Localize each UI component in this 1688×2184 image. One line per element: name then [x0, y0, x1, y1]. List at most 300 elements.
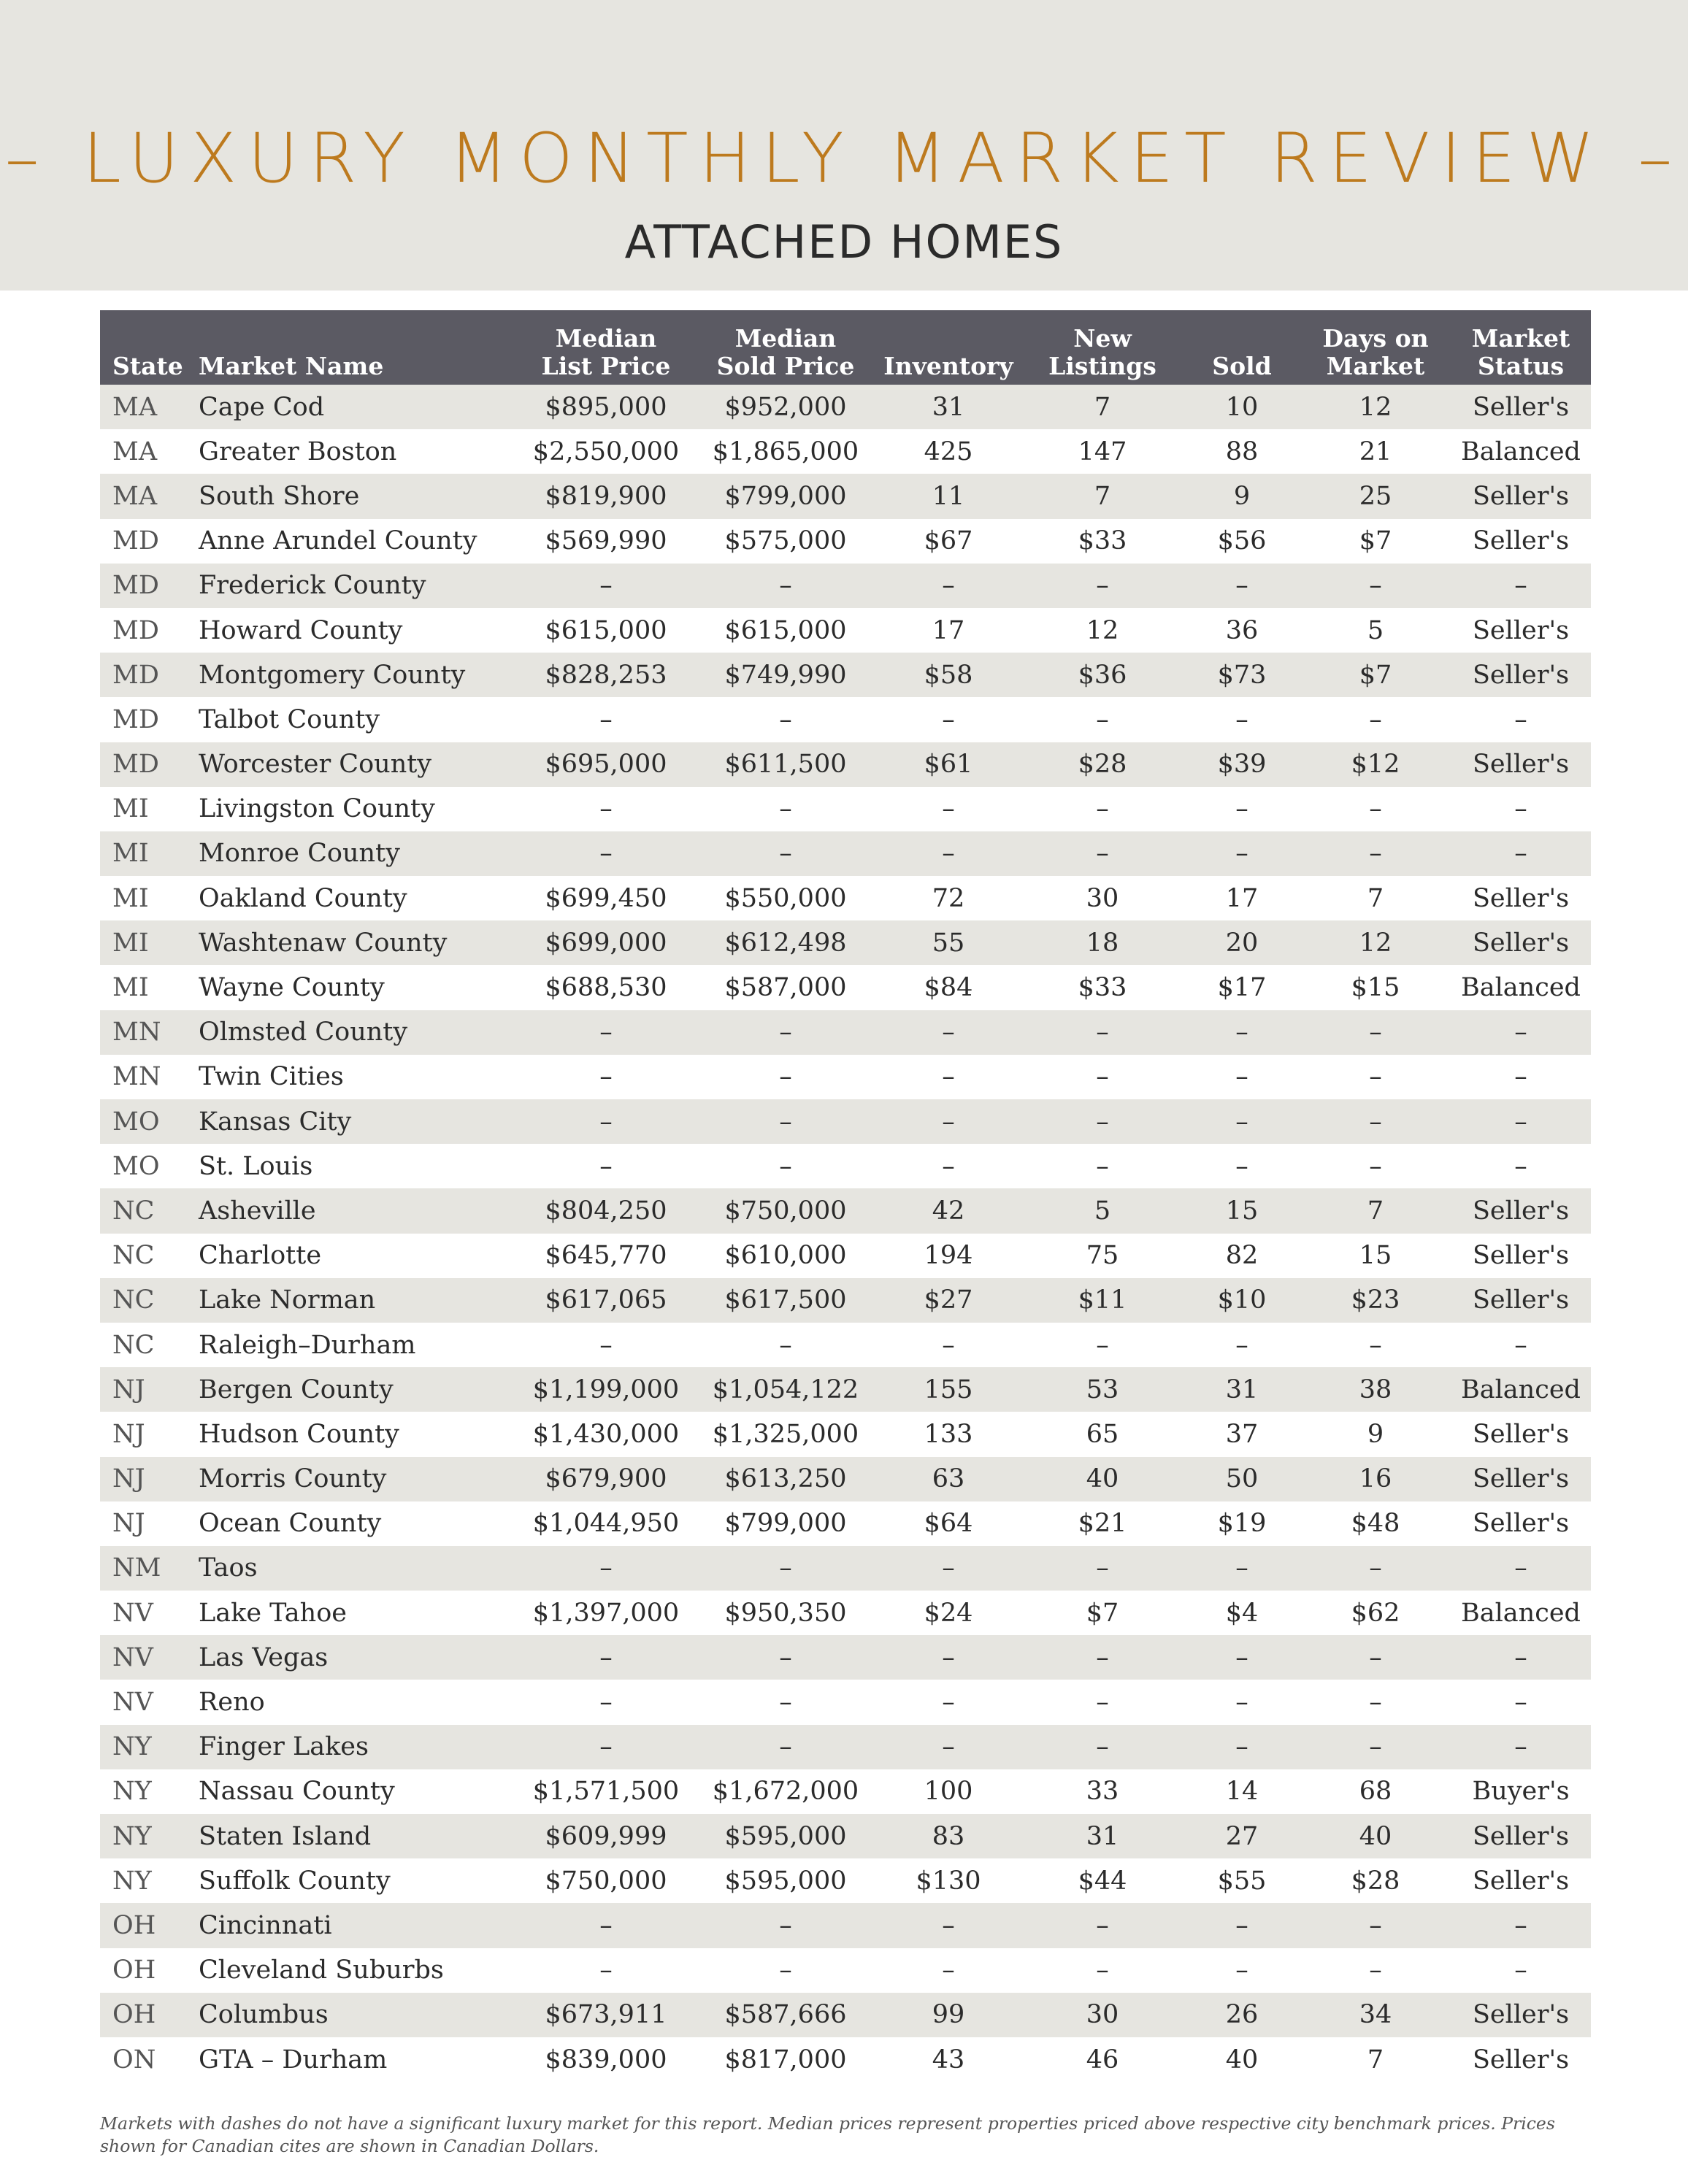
days-on-market-cell: 7 — [1367, 1196, 1384, 1226]
list-price-cell: $695,000 — [545, 750, 667, 780]
list-price-cell: $615,000 — [545, 615, 667, 645]
table-row — [100, 1278, 1591, 1323]
days-on-market-cell: – — [1369, 1910, 1382, 1940]
report-subtitle: ATTACHED HOMES — [624, 215, 1064, 269]
days-on-market-cell: 5 — [1367, 615, 1384, 645]
list-price-cell: $1,430,000 — [532, 1419, 680, 1449]
new-listings-cell: – — [1096, 704, 1109, 734]
table-row — [100, 1858, 1591, 1903]
sold-cell: – — [1235, 1107, 1248, 1137]
days-on-market-cell: – — [1369, 1956, 1382, 1985]
market-name-cell: Montgomery County — [199, 660, 466, 690]
sold-price-cell: $613,250 — [724, 1464, 847, 1494]
table-row — [100, 697, 1591, 742]
new-listings-cell: 46 — [1086, 2045, 1119, 2075]
market-name-cell: Talbot County — [199, 704, 380, 734]
header-col-market-name: Market Name — [199, 352, 384, 380]
market-status-cell: – — [1514, 1732, 1527, 1762]
sold-price-cell: – — [779, 1642, 792, 1672]
market-status-cell: Seller's — [1472, 1464, 1570, 1494]
new-listings-cell: 31 — [1086, 1821, 1119, 1851]
sold-cell: $19 — [1217, 1509, 1267, 1539]
market-status-cell: Seller's — [1472, 1821, 1570, 1851]
new-listings-cell: $33 — [1078, 973, 1127, 1003]
new-listings-cell: 30 — [1086, 2000, 1119, 2030]
state-cell: MD — [112, 571, 159, 601]
market-status-cell: Seller's — [1472, 392, 1570, 422]
sold-price-cell: $799,000 — [724, 481, 847, 511]
days-on-market-cell: – — [1369, 704, 1382, 734]
market-status-cell: Seller's — [1472, 615, 1570, 645]
new-listings-cell: 30 — [1086, 883, 1119, 913]
sold-cell: $39 — [1217, 750, 1267, 780]
table-body — [100, 385, 1591, 2082]
market-name-cell: GTA – Durham — [199, 2045, 388, 2075]
table-row — [100, 742, 1591, 787]
sold-cell: 15 — [1225, 1196, 1259, 1226]
new-listings-cell: $28 — [1078, 750, 1127, 780]
state-cell: NC — [112, 1285, 155, 1315]
days-on-market-cell: $23 — [1351, 1285, 1400, 1315]
market-name-cell: Anne Arundel County — [199, 526, 477, 556]
inventory-cell: – — [942, 1107, 955, 1137]
inventory-cell: $84 — [924, 973, 973, 1003]
header-col-inventory: Inventory — [883, 352, 1013, 380]
inventory-cell: – — [942, 839, 955, 869]
sold-cell: $4 — [1225, 1598, 1259, 1628]
list-price-cell: $699,000 — [545, 928, 667, 958]
table-row — [100, 1948, 1591, 1993]
sold-price-cell: – — [779, 1151, 792, 1181]
days-on-market-cell: – — [1369, 1688, 1382, 1718]
list-price-cell: – — [599, 704, 613, 734]
inventory-cell: – — [942, 1330, 955, 1360]
list-price-cell: $679,900 — [545, 1464, 667, 1494]
list-price-cell: – — [599, 1330, 613, 1360]
list-price-cell: $569,990 — [545, 526, 667, 556]
state-cell: NV — [112, 1688, 153, 1718]
days-on-market-cell: 34 — [1359, 2000, 1392, 2030]
state-cell: MI — [112, 794, 149, 824]
market-name-cell: Howard County — [199, 615, 403, 645]
sold-price-cell: – — [779, 704, 792, 734]
new-listings-cell: – — [1096, 1732, 1109, 1762]
market-name-cell: Cincinnati — [199, 1910, 332, 1940]
market-status-cell: Seller's — [1472, 750, 1570, 780]
table-row — [100, 1188, 1591, 1233]
sold-price-cell: – — [779, 1553, 792, 1583]
market-table — [100, 310, 1591, 2082]
table-row — [100, 653, 1591, 697]
state-cell: NC — [112, 1330, 155, 1360]
sold-price-cell: $617,500 — [724, 1285, 847, 1315]
days-on-market-cell: – — [1369, 1107, 1382, 1137]
header-col-median-sold-price: Median Sold Price — [716, 324, 855, 380]
market-status-cell: Seller's — [1472, 660, 1570, 690]
list-price-cell: $895,000 — [545, 392, 667, 422]
state-cell: MO — [112, 1151, 160, 1181]
table-row — [100, 1502, 1591, 1546]
sold-price-cell: $952,000 — [724, 392, 847, 422]
inventory-cell: – — [942, 1688, 955, 1718]
sold-price-cell: – — [779, 794, 792, 824]
days-on-market-cell: 21 — [1359, 437, 1392, 466]
market-status-cell: – — [1514, 1688, 1527, 1718]
sold-price-cell: $610,000 — [724, 1241, 847, 1271]
sold-cell: 20 — [1225, 928, 1259, 958]
days-on-market-cell: – — [1369, 1062, 1382, 1092]
new-listings-cell: 5 — [1094, 1196, 1111, 1226]
market-status-cell: Balanced — [1461, 1374, 1581, 1404]
header-col-days-on-market: Days on Market — [1322, 324, 1429, 380]
sold-cell: 17 — [1225, 883, 1259, 913]
market-name-cell: Raleigh–Durham — [199, 1330, 416, 1360]
new-listings-cell: – — [1096, 1642, 1109, 1672]
table-row — [100, 474, 1591, 518]
sold-price-cell: – — [779, 839, 792, 869]
state-cell: NC — [112, 1241, 155, 1271]
days-on-market-cell: – — [1369, 1151, 1382, 1181]
sold-cell: 14 — [1225, 1777, 1259, 1807]
market-status-cell: Seller's — [1472, 1196, 1570, 1226]
sold-cell: – — [1235, 1553, 1248, 1583]
market-name-cell: Lake Norman — [199, 1285, 376, 1315]
new-listings-cell: 147 — [1078, 437, 1127, 466]
state-cell: NY — [112, 1866, 152, 1896]
table-row — [100, 1234, 1591, 1278]
table-row — [100, 564, 1591, 608]
table-row — [100, 1412, 1591, 1456]
sold-price-cell: $1,672,000 — [712, 1777, 859, 1807]
table-row — [100, 1367, 1591, 1412]
state-cell: MD — [112, 750, 159, 780]
table-row — [100, 831, 1591, 876]
days-on-market-cell: $15 — [1351, 973, 1400, 1003]
list-price-cell: $750,000 — [545, 1866, 667, 1896]
market-status-cell: – — [1514, 704, 1527, 734]
sold-cell: – — [1235, 1330, 1248, 1360]
new-listings-cell: – — [1096, 1688, 1109, 1718]
list-price-cell: $1,571,500 — [532, 1777, 680, 1807]
days-on-market-cell: 12 — [1359, 392, 1392, 422]
new-listings-cell: – — [1096, 1151, 1109, 1181]
table-row — [100, 519, 1591, 564]
sold-cell: 31 — [1225, 1374, 1259, 1404]
list-price-cell: $688,530 — [545, 973, 667, 1003]
list-price-cell: $699,450 — [545, 883, 667, 913]
inventory-cell: 63 — [932, 1464, 965, 1494]
new-listings-cell: $33 — [1078, 526, 1127, 556]
footnote: Markets with dashes do not have a significant luxury market for this report. Median prices represent properties priced above respective city benchmark prices. Prices shown for Canadian cites are shown in Canadian Dollars. — [100, 2113, 1555, 2156]
days-on-market-cell: – — [1369, 1553, 1382, 1583]
table-row — [100, 385, 1591, 429]
market-name-cell: Lake Tahoe — [199, 1598, 347, 1628]
state-cell: NJ — [112, 1509, 145, 1539]
market-status-cell: – — [1514, 1151, 1527, 1181]
market-status-cell: – — [1514, 1553, 1527, 1583]
sold-cell: – — [1235, 1062, 1248, 1092]
inventory-cell: – — [942, 1151, 955, 1181]
market-name-cell: Nassau County — [199, 1777, 395, 1807]
days-on-market-cell: 25 — [1359, 481, 1392, 511]
state-cell: OH — [112, 2000, 156, 2030]
market-status-cell: Seller's — [1472, 2045, 1570, 2075]
inventory-cell: 43 — [932, 2045, 965, 2075]
new-listings-cell: 7 — [1094, 392, 1111, 422]
market-status-cell: Seller's — [1472, 928, 1570, 958]
market-name-cell: Ocean County — [199, 1509, 382, 1539]
sold-price-cell: $595,000 — [724, 1821, 847, 1851]
table-row — [100, 1725, 1591, 1769]
report-title: – LUXURY MONTHLY MARKET REVIEW – — [4, 119, 1684, 199]
new-listings-cell: $11 — [1078, 1285, 1127, 1315]
market-status-cell: Seller's — [1472, 1285, 1570, 1315]
inventory-cell: – — [942, 1018, 955, 1047]
sold-cell: – — [1235, 1688, 1248, 1718]
state-cell: MD — [112, 704, 159, 734]
list-price-cell: $819,900 — [545, 481, 667, 511]
sold-cell: – — [1235, 794, 1248, 824]
table-row — [100, 1099, 1591, 1144]
sold-cell: 10 — [1225, 392, 1259, 422]
state-cell: MI — [112, 928, 149, 958]
days-on-market-cell: 16 — [1359, 1464, 1392, 1494]
sold-price-cell: – — [779, 1018, 792, 1047]
days-on-market-cell: $28 — [1351, 1866, 1400, 1896]
list-price-cell: – — [599, 1553, 613, 1583]
sold-price-cell: $799,000 — [724, 1509, 847, 1539]
table-row — [100, 1635, 1591, 1680]
days-on-market-cell: – — [1369, 571, 1382, 601]
market-status-cell: – — [1514, 1107, 1527, 1137]
inventory-cell: 133 — [924, 1419, 973, 1449]
sold-price-cell: – — [779, 1688, 792, 1718]
new-listings-cell: – — [1096, 839, 1109, 869]
sold-cell: 40 — [1225, 2045, 1259, 2075]
new-listings-cell: 7 — [1094, 481, 1111, 511]
header-col-new-listings: New Listings — [1048, 324, 1156, 380]
list-price-cell: – — [599, 1956, 613, 1985]
new-listings-cell: 33 — [1086, 1777, 1119, 1807]
state-cell: NY — [112, 1732, 152, 1762]
market-status-cell: – — [1514, 1956, 1527, 1985]
inventory-cell: 100 — [924, 1777, 973, 1807]
state-cell: NJ — [112, 1419, 145, 1449]
market-name-cell: Twin Cities — [199, 1062, 344, 1092]
market-name-cell: Cleveland Suburbs — [199, 1956, 444, 1985]
state-cell: NY — [112, 1777, 152, 1807]
market-name-cell: Frederick County — [199, 571, 426, 601]
market-name-cell: Hudson County — [199, 1419, 399, 1449]
market-name-cell: Livingston County — [199, 794, 435, 824]
list-price-cell: $645,770 — [545, 1241, 667, 1271]
days-on-market-cell: $12 — [1351, 750, 1400, 780]
state-cell: NV — [112, 1642, 153, 1672]
inventory-cell: 155 — [924, 1374, 973, 1404]
inventory-cell: – — [942, 1062, 955, 1092]
inventory-cell: – — [942, 704, 955, 734]
table-row — [100, 1323, 1591, 1367]
inventory-cell: 55 — [932, 928, 965, 958]
list-price-cell: – — [599, 1910, 613, 1940]
list-price-cell: – — [599, 839, 613, 869]
sold-cell: – — [1235, 1910, 1248, 1940]
market-status-cell: – — [1514, 1330, 1527, 1360]
market-name-cell: Asheville — [199, 1196, 316, 1226]
list-price-cell: $1,397,000 — [532, 1598, 680, 1628]
state-cell: MD — [112, 615, 159, 645]
sold-price-cell: – — [779, 1956, 792, 1985]
days-on-market-cell: 40 — [1359, 1821, 1392, 1851]
list-price-cell: – — [599, 794, 613, 824]
market-status-cell: Seller's — [1472, 2000, 1570, 2030]
table-row — [100, 2037, 1591, 2082]
market-name-cell: Las Vegas — [199, 1642, 329, 1672]
sold-price-cell: – — [779, 1330, 792, 1360]
sold-price-cell: – — [779, 1107, 792, 1137]
sold-price-cell: $1,325,000 — [712, 1419, 859, 1449]
new-listings-cell: – — [1096, 1553, 1109, 1583]
state-cell: OH — [112, 1910, 156, 1940]
days-on-market-cell: 38 — [1359, 1374, 1392, 1404]
list-price-cell: – — [599, 571, 613, 601]
list-price-cell: – — [599, 1732, 613, 1762]
sold-price-cell: $950,350 — [724, 1598, 847, 1628]
sold-price-cell: – — [779, 571, 792, 601]
sold-price-cell: – — [779, 1732, 792, 1762]
new-listings-cell: – — [1096, 1018, 1109, 1047]
list-price-cell: $839,000 — [545, 2045, 667, 2075]
table-row — [100, 1814, 1591, 1858]
table-row — [100, 1993, 1591, 2037]
table-row — [100, 787, 1591, 831]
sold-price-cell: $749,990 — [724, 660, 847, 690]
new-listings-cell: $36 — [1078, 660, 1127, 690]
sold-cell: $73 — [1217, 660, 1267, 690]
sold-cell: 27 — [1225, 1821, 1259, 1851]
state-cell: MN — [112, 1062, 161, 1092]
market-name-cell: Reno — [199, 1688, 265, 1718]
inventory-cell: – — [942, 794, 955, 824]
market-status-cell: – — [1514, 571, 1527, 601]
days-on-market-cell: – — [1369, 1330, 1382, 1360]
sold-price-cell: $587,666 — [724, 2000, 847, 2030]
days-on-market-cell: – — [1369, 839, 1382, 869]
state-cell: NV — [112, 1598, 153, 1628]
sold-price-cell: $587,000 — [724, 973, 847, 1003]
table-row — [100, 1144, 1591, 1188]
sold-price-cell: $612,498 — [724, 928, 847, 958]
sold-cell: 37 — [1225, 1419, 1259, 1449]
new-listings-cell: 12 — [1086, 615, 1119, 645]
header-col-median-list-price: Median List Price — [541, 324, 671, 380]
market-name-cell: Cape Cod — [199, 392, 325, 422]
new-listings-cell: – — [1096, 794, 1109, 824]
table-row — [100, 608, 1591, 653]
market-name-cell: Wayne County — [199, 973, 385, 1003]
inventory-cell: $130 — [916, 1866, 981, 1896]
market-status-cell: – — [1514, 839, 1527, 869]
sold-cell: $10 — [1217, 1285, 1267, 1315]
market-status-cell: Seller's — [1472, 883, 1570, 913]
market-status-cell: Balanced — [1461, 973, 1581, 1003]
table-row — [100, 1591, 1591, 1635]
market-status-cell: Seller's — [1472, 526, 1570, 556]
days-on-market-cell: 7 — [1367, 2045, 1384, 2075]
sold-cell: 88 — [1225, 437, 1259, 466]
sold-price-cell: $611,500 — [724, 750, 847, 780]
sold-cell: $17 — [1217, 973, 1267, 1003]
list-price-cell: $2,550,000 — [532, 437, 680, 466]
inventory-cell: $67 — [924, 526, 973, 556]
state-cell: ON — [112, 2045, 156, 2075]
days-on-market-cell: $62 — [1351, 1598, 1400, 1628]
list-price-cell: $1,199,000 — [532, 1374, 680, 1404]
inventory-cell: $61 — [924, 750, 973, 780]
sold-cell: 36 — [1225, 615, 1259, 645]
list-price-cell: $804,250 — [545, 1196, 667, 1226]
state-cell: MD — [112, 660, 159, 690]
inventory-cell: $64 — [924, 1509, 973, 1539]
sold-cell: – — [1235, 571, 1248, 601]
sold-price-cell: $1,865,000 — [712, 437, 859, 466]
new-listings-cell: 40 — [1086, 1464, 1119, 1494]
sold-cell: – — [1235, 1642, 1248, 1672]
market-name-cell: Bergen County — [199, 1374, 394, 1404]
market-status-cell: Buyer's — [1472, 1777, 1570, 1807]
market-status-cell: Seller's — [1472, 1419, 1570, 1449]
sold-cell: – — [1235, 704, 1248, 734]
market-status-cell: Seller's — [1472, 1866, 1570, 1896]
market-name-cell: Washtenaw County — [199, 928, 448, 958]
list-price-cell: – — [599, 1062, 613, 1092]
table-row — [100, 1546, 1591, 1591]
header-col-sold: Sold — [1212, 352, 1272, 380]
state-cell: OH — [112, 1956, 156, 1985]
new-listings-cell: – — [1096, 1107, 1109, 1137]
inventory-cell: $27 — [924, 1285, 973, 1315]
new-listings-cell: – — [1096, 1956, 1109, 1985]
inventory-cell: – — [942, 571, 955, 601]
table-row — [100, 876, 1591, 920]
table-row — [100, 429, 1591, 474]
header-row — [100, 310, 1591, 385]
list-price-cell: $617,065 — [545, 1285, 667, 1315]
days-on-market-cell: – — [1369, 794, 1382, 824]
state-cell: MA — [112, 437, 158, 466]
sold-cell: 82 — [1225, 1241, 1259, 1271]
market-name-cell: Staten Island — [199, 1821, 372, 1851]
market-status-cell: Seller's — [1472, 1509, 1570, 1539]
table-row — [100, 1903, 1591, 1947]
market-status-cell: – — [1514, 1062, 1527, 1092]
new-listings-cell: $7 — [1086, 1598, 1119, 1628]
sold-price-cell: $575,000 — [724, 526, 847, 556]
table-row — [100, 1010, 1591, 1055]
table-row — [100, 1769, 1591, 1814]
sold-cell: $56 — [1217, 526, 1267, 556]
market-status-cell: – — [1514, 1018, 1527, 1047]
inventory-cell: 72 — [932, 883, 965, 913]
table-row — [100, 1680, 1591, 1724]
new-listings-cell: 53 — [1086, 1374, 1119, 1404]
inventory-cell: 194 — [924, 1241, 973, 1271]
table-header — [100, 310, 1591, 385]
days-on-market-cell: – — [1369, 1732, 1382, 1762]
market-name-cell: Kansas City — [199, 1107, 352, 1137]
inventory-cell: 99 — [932, 2000, 965, 2030]
days-on-market-cell: 9 — [1367, 1419, 1384, 1449]
